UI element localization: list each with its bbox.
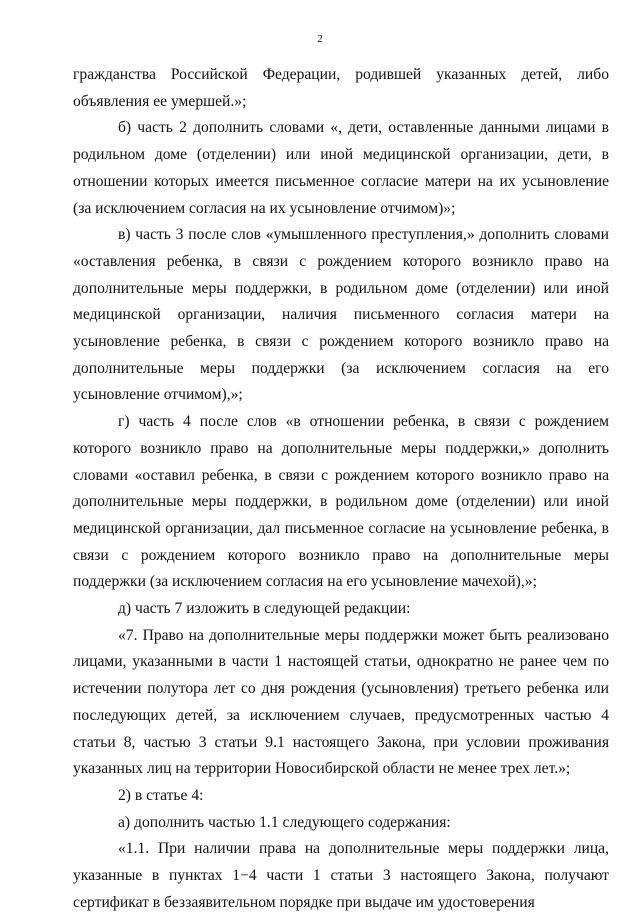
document-body (73, 62, 609, 917)
paragraph-item-d: д) часть 7 изложить в следующей редакции: (118, 600, 411, 618)
paragraph-item-v: в) часть 3 после слов «умышленного преступления,» дополнить словами «оставления ребенка, в связи с рождением которого возникло право на дополнительные меры поддержки, в родильном доме (отделении) или иной медицинской организации, наличия письменного согласия матери на усыновление ребенка, в связи с рождением которого возникло право на дополнительные меры поддержки (за исключением согласия на его усыновление отчимом),»; (73, 226, 609, 404)
paragraph-part-1-1-text: «1.1. При наличии права на дополнительные меры поддержки лица, указанные в пунктах 1−4 части 1 статьи 3 настоящего Закона, получают сертификат в беззаявительном порядке при выдаче им удостоверения (73, 840, 609, 911)
paragraph-continued: гражданства Российской Федерации, родившей указанных детей, либо объявления ее умершей.»; (73, 66, 609, 110)
page-number: 2 (317, 33, 323, 45)
paragraph-part-7-text: «7. Право на дополнительные меры поддержки может быть реализовано лицами, указанными в части 1 настоящей статьи, однократно не ранее чем по истечении полутора лет со дня рождения (усыновления) третьего ребенка или последующих детей, за исключением случаев, предусмотренных частью 4 статьи 8, частью 3 статьи 9.1 настоящего Закона, при условии проживания указанных лиц на территории Новосибирской области не менее трех лет.»; (73, 626, 609, 778)
paragraph-item-g: г) часть 4 после слов «в отношении ребенка, в связи с рождением которого возникло право на дополнительные меры поддержки,» дополнить словами «оставил ребенка, в связи с рождением которого возникло право на дополнительные меры поддержки, в родильном доме (отделении) или иной медицинской организации, дал письменное согласие на усыновление ребенка, в связи с рождением которого возникло право на дополнительные меры поддержки (за исключением согласия на его усыновление мачехой),»; (73, 413, 609, 591)
paragraph-item-b: б) часть 2 дополнить словами «, дети, оставленные данными лицами в родильном доме (отделении) или иной медицинской организации, дети, в отношении которых имеется письменное согласие матери на их усыновление (за исключением согласия на их усыновление отчимом)»; (73, 119, 609, 217)
paragraph-item-a: а) дополнить частью 1.1 следующего содержания: (118, 813, 451, 831)
paragraph-article-4: 2) в статье 4: (118, 786, 204, 804)
